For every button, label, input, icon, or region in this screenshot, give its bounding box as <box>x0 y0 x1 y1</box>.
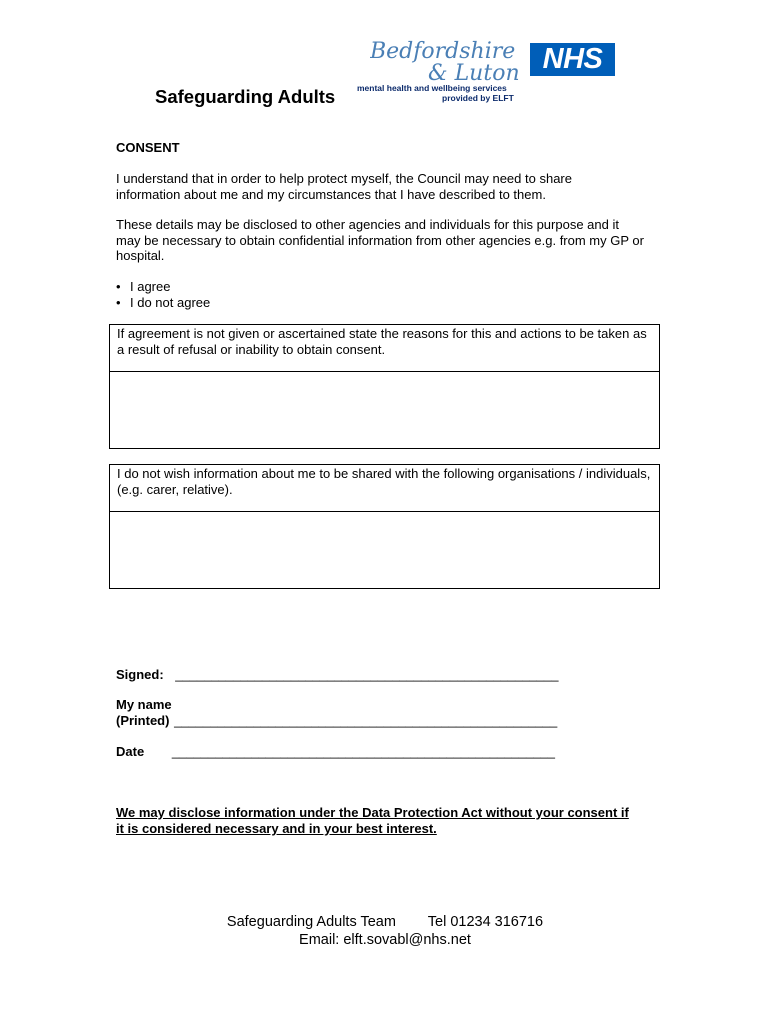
consent-heading: CONSENT <box>116 140 180 155</box>
consent-paragraph-1: I understand that in order to help protect myself, the Council may need to share information about me and my circumstances that I have described to them. <box>116 171 572 202</box>
signed-row <box>116 667 559 683</box>
name-row <box>116 713 557 729</box>
logo-subtitle-line2: provided by ELFT <box>442 93 514 103</box>
refusal-reasons-prompt: If agreement is not given or ascertained state the reasons for this and actions to be taken as a result of refusal or inability to obtain consent. <box>110 325 659 372</box>
refusal-reasons-box <box>109 324 660 449</box>
logo-script-line2: & Luton <box>428 61 520 86</box>
option-do-not-agree[interactable]: • I do not agree <box>116 295 210 311</box>
logo-subtitle-line1: mental health and wellbeing services <box>357 83 507 93</box>
name-line[interactable]: _____________________________________________________ <box>174 713 558 728</box>
data-protection-notice: We may disclose information under the Data Protection Act without your consent if it is considered necessary and in your best interest. <box>116 805 629 836</box>
footer-email: Email: elft.sovabl@nhs.net <box>299 932 471 948</box>
footer-team: Safeguarding Adults Team <box>226 914 396 930</box>
date-label: Date <box>116 744 145 759</box>
option-agree[interactable]: • I agree <box>116 279 210 295</box>
bedfordshire-luton-logo <box>370 38 530 86</box>
date-line[interactable]: _____________________________________________________ <box>171 744 556 759</box>
no-share-prompt: I do not wish information about me to be shared with the following organisations / individuals, (e.g. carer, relative). <box>110 465 659 512</box>
logo-script-line1: Bedfordshire <box>370 39 516 64</box>
no-share-field[interactable] <box>110 512 659 588</box>
name-label-2: (Printed) <box>116 713 170 728</box>
nhs-logo: NHS <box>530 43 615 76</box>
consent-options <box>116 279 210 310</box>
refusal-reasons-field[interactable] <box>110 372 659 448</box>
date-row <box>116 744 555 760</box>
name-label-1: My name <box>116 697 172 712</box>
no-share-box <box>109 464 660 589</box>
page-title: Safeguarding Adults <box>155 86 336 107</box>
footer-contact-line <box>0 913 770 931</box>
footer-tel: Tel 01234 316716 <box>427 914 544 930</box>
consent-paragraph-2: These details may be disclosed to other agencies and individuals for this purpose and it may be necessary to obtain confidential information from other agencies e.g. from my GP or hospital. <box>116 217 644 263</box>
signed-label: Signed: <box>116 667 164 682</box>
signed-line[interactable]: _____________________________________________________ <box>175 667 559 682</box>
